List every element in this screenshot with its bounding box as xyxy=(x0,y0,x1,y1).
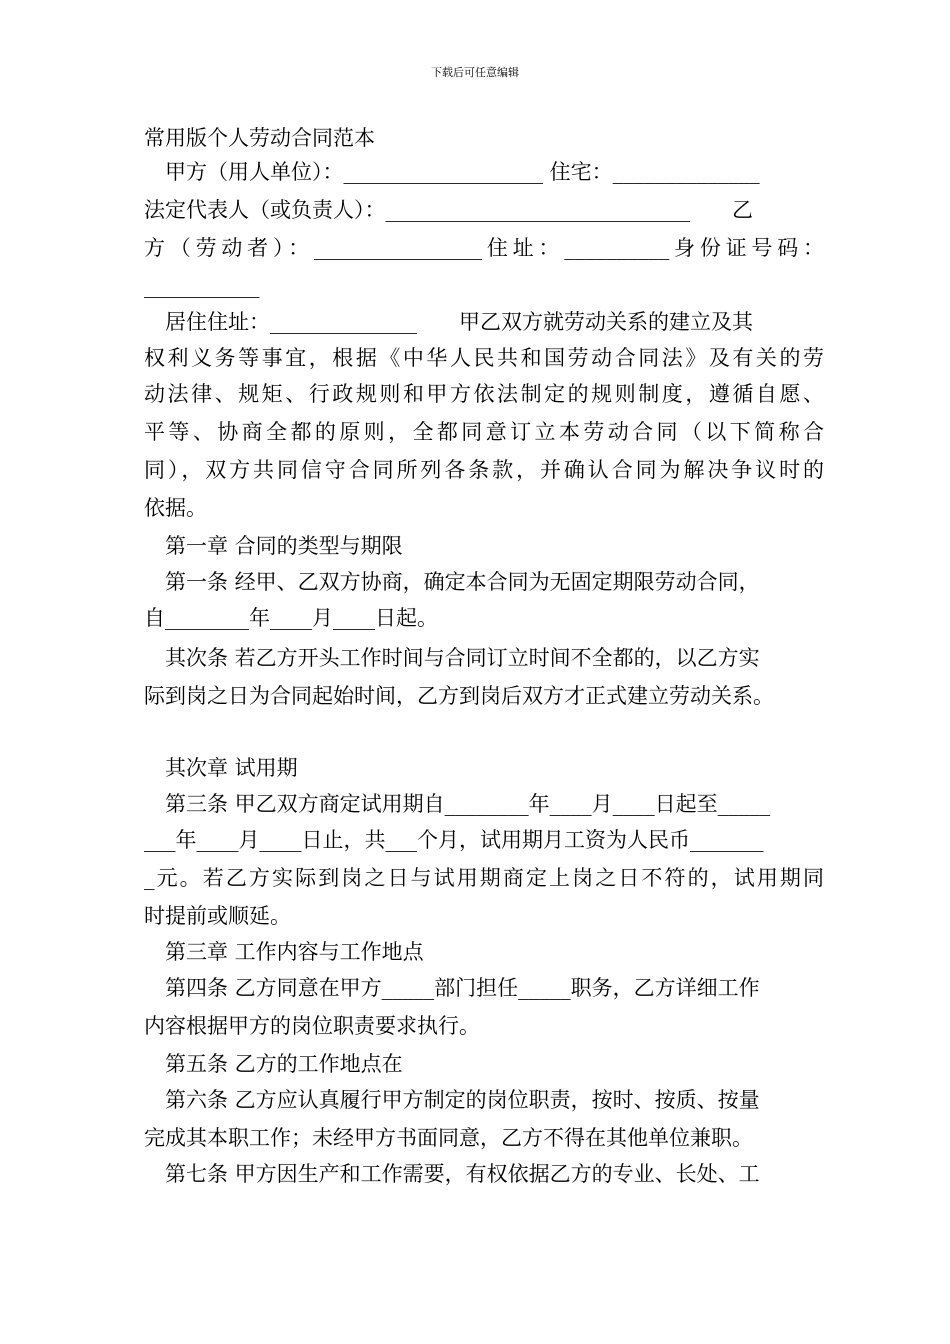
page-header-note: 下载后可任意编辑 xyxy=(431,66,519,79)
paragraph-line: 依据。 xyxy=(144,496,207,520)
article-line: 第七条 甲方因生产和工作需要，有权依据乙方的专业、长处、工 xyxy=(165,1162,760,1186)
paragraph-line: 居住住址：______________ 甲乙双方就劳动关系的建立及其 xyxy=(165,310,753,334)
paragraph-line: 权利义务等事宜，根据《中华人民共和国劳动合同法》及有关的劳 xyxy=(144,346,824,370)
document-title: 常用版个人劳动合同范本 xyxy=(144,126,375,150)
party-b-line: 方（劳动者）：________________住址：__________身份证号码： xyxy=(144,236,824,260)
party-a-line: 甲方（用人单位）：___________________ 住宅：______________ xyxy=(165,160,760,184)
article-line: 第三条 甲乙双方商定试用期自________年____月____日起至_____ xyxy=(165,792,771,816)
chapter-heading: 第三章 工作内容与工作地点 xyxy=(165,940,424,964)
article-line: ___年____月____日止，共___个月，试用期月工资为人民币_______ xyxy=(144,828,764,852)
article-line: 际到岗之日为合同起始时间，乙方到岗后双方才正式建立劳动关系。 xyxy=(144,684,774,708)
paragraph-line: 动法律、规矩、行政规则和甲方依法制定的规则制度，遵循自愿、 xyxy=(144,382,824,406)
article-line: 时提前或顺延。 xyxy=(144,904,291,928)
chapter-heading: 其次章 试用期 xyxy=(165,756,298,780)
chapter-heading: 第一章 合同的类型与期限 xyxy=(165,534,403,558)
article-line: 自________年____月____日起。 xyxy=(144,606,438,630)
paragraph-line: 平等、协商全都的原则，全都同意订立本劳动合同（以下简称合 xyxy=(144,420,824,444)
article-line: 第一条 经甲、乙双方协商，确定本合同为无固定期限劳动合同， xyxy=(165,570,760,594)
article-line: 第五条 乙方的工作地点在 xyxy=(165,1052,403,1076)
article-line: 第六条 乙方应认真履行甲方制定的岗位职责，按时、按质、按量 xyxy=(165,1088,760,1112)
paragraph-line: 同），双方共同信守合同所列各条款，并确认合同为解决争议时的 xyxy=(144,458,824,482)
article-line: 完成其本职工作；未经甲方书面同意，乙方不得在其他单位兼职。 xyxy=(144,1126,753,1150)
legal-rep-line: 法定代表人（或负责人）：_____________________________ 乙 xyxy=(144,198,753,222)
article-line: 内容根据甲方的岗位职责要求执行。 xyxy=(144,1014,480,1038)
article-line: _元。若乙方实际到岗之日与试用期商定上岗之日不符的，试用期同 xyxy=(144,866,824,890)
article-line: 其次条 若乙方开头工作时间与合同订立时间不全都的，以乙方实 xyxy=(165,646,760,670)
article-line: 第四条 乙方同意在甲方_____部门担任_____职务，乙方详细工作 xyxy=(165,976,760,1000)
id-number-blank: ___________ xyxy=(144,274,260,298)
